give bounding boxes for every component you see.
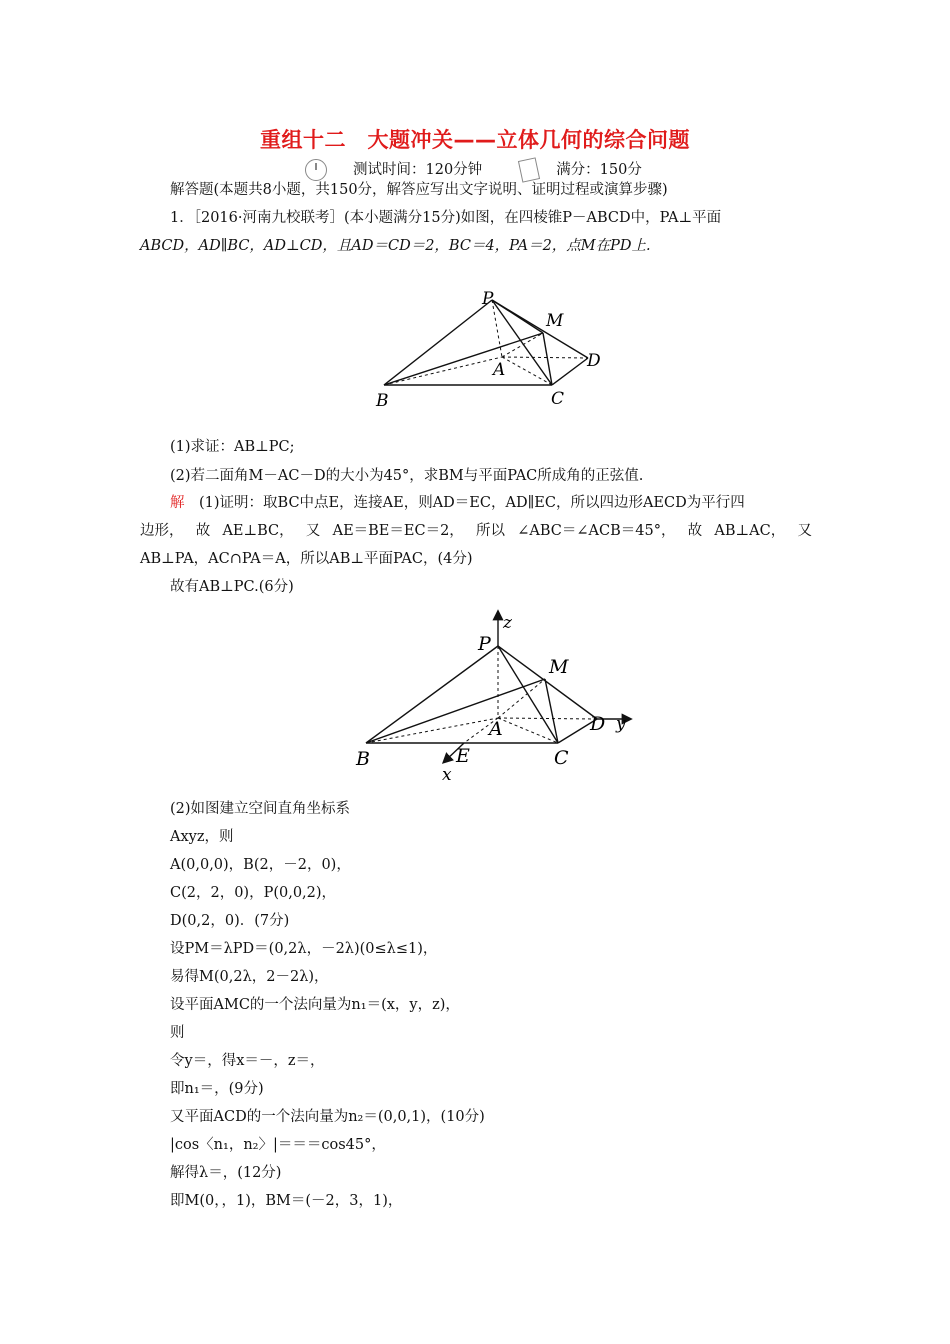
solution-step: 又平面ACD的一个法向量为n₂＝(0,0,1)，(10分) xyxy=(170,1109,485,1125)
s2-part: AE＝BE＝EC＝2， xyxy=(332,523,464,539)
s2-part: 又 xyxy=(797,523,812,539)
problem-1-line-1: 1．［2016·河南九校联考］(本小题满分15分)如图，在四棱锥P－ABCD中，PA⊥平面 xyxy=(170,210,722,226)
paper-icon xyxy=(518,157,540,182)
solution-text-1: (1)证明：取BC中点E，连接AE，则AD＝EC，AD∥EC，所以四边形AECD为平行四 xyxy=(199,495,745,511)
s2-part: 又 xyxy=(305,523,321,539)
solution-step: (2)如图建立空间直角坐标系 xyxy=(170,801,351,817)
s2-part: AB⊥AC， xyxy=(714,523,786,539)
solution-step: 设平面AMC的一个法向量为n₁＝(x，y，z)， xyxy=(170,997,460,1013)
label-p: P xyxy=(478,633,491,655)
label-y-axis: y xyxy=(616,714,626,734)
label-a: A xyxy=(489,718,503,740)
solution-step: D(0,2，0)．(7分) xyxy=(170,913,290,929)
solution-step: A(0,0,0)，B(2，－2，0)， xyxy=(170,857,351,873)
solution-step: 则 xyxy=(170,1025,185,1041)
label-p: P xyxy=(482,289,494,309)
label-b: B xyxy=(376,391,389,411)
label-z-axis: z xyxy=(503,613,512,633)
s2-part: 故 xyxy=(687,523,703,539)
solution-step: 即M(0，，1)，BM＝(－2，3，1)， xyxy=(170,1193,403,1209)
solution-step: 即n₁＝，(9分) xyxy=(170,1081,264,1097)
solution-step: 易得M(0,2λ，2－2λ)， xyxy=(170,969,329,985)
solution-step: C(2，2，0)，P(0,0,2)， xyxy=(170,885,337,901)
question-2: (2)若二面角M－AC－D的大小为45°，求BM与平面PAC所成角的正弦值. xyxy=(170,468,644,484)
s2-part: 故 xyxy=(195,523,211,539)
solution-step: 设PM＝λPD＝(0,2λ，－2λ)(0≤λ≤1)， xyxy=(170,941,438,957)
s2-part: 边形， xyxy=(140,523,184,539)
s2-part: 所以 xyxy=(476,523,506,539)
test-time: 测试时间：120分钟 xyxy=(353,162,483,178)
label-d: D xyxy=(590,713,606,735)
label-x-axis: x xyxy=(442,765,452,785)
alarm-clock-icon xyxy=(305,159,327,181)
pyramid-figure-2 xyxy=(344,604,638,790)
solution-line-2 xyxy=(140,521,812,541)
solution-line-3: AB⊥PA，AC∩PA＝A，所以AB⊥平面PAC，(4分) xyxy=(140,551,473,567)
label-c: C xyxy=(551,389,565,409)
full-score: 满分：150分 xyxy=(556,162,642,178)
solution-step: 令y＝，得x＝－，z＝， xyxy=(170,1053,325,1069)
label-m: M xyxy=(546,311,564,331)
label-c: C xyxy=(554,747,569,769)
instructions: 解答题(本题共8小题，共150分，解答应写出文字说明、证明过程或演算步骤) xyxy=(170,182,668,198)
solution-step: |cos〈n₁，n₂〉|＝＝＝cos45°， xyxy=(170,1137,386,1153)
s2-part: ∠ABC＝∠ACB＝45°， xyxy=(517,523,676,539)
test-meta xyxy=(305,158,642,181)
solution-line-1 xyxy=(170,493,745,513)
label-e: E xyxy=(456,745,470,767)
solution-step: 解得λ＝，(12分) xyxy=(170,1165,282,1181)
solution-line-4: 故有AB⊥PC.(6分) xyxy=(170,579,294,595)
label-b: B xyxy=(356,748,370,770)
s2-part: AE⊥BC， xyxy=(222,523,294,539)
pyramid-figure-1 xyxy=(368,278,620,428)
problem-1-line-2: ABCD，AD∥BC，AD⊥CD，且AD＝CD＝2，BC＝4，PA＝2，点M在PD上. xyxy=(140,238,651,254)
question-1: (1)求证：AB⊥PC; xyxy=(170,439,295,455)
label-m: M xyxy=(549,656,569,678)
label-d: D xyxy=(587,351,601,371)
solution-mark: 解 xyxy=(170,495,185,511)
page-title: 重组十二 大题冲关——立体几何的综合问题 xyxy=(260,128,690,152)
label-a: A xyxy=(493,360,506,380)
solution-step: Axyz，则 xyxy=(170,829,234,845)
